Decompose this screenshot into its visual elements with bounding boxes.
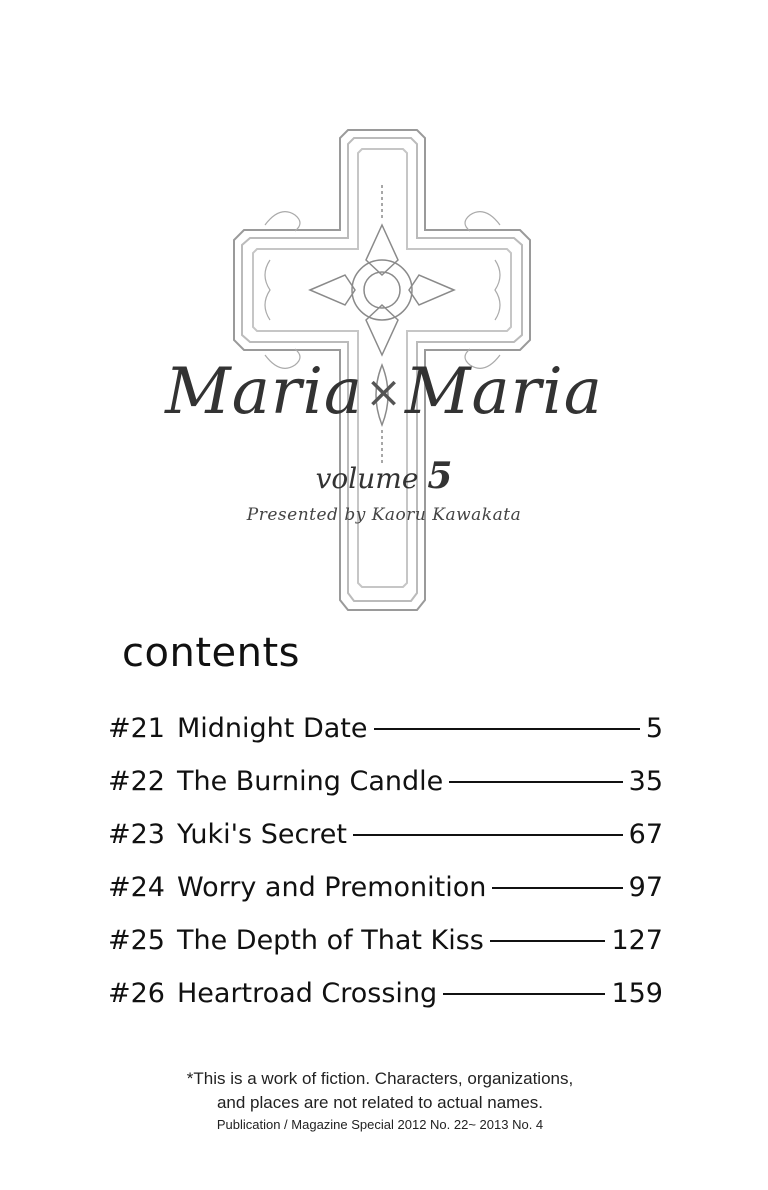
toc-row[interactable]	[108, 755, 663, 808]
contents-heading: contents	[122, 630, 300, 676]
publication-info: Publication / Magazine Special 2012 No. 22~ 2013 No. 4	[216, 1117, 544, 1132]
leader-line	[374, 728, 640, 730]
leader-line	[492, 887, 622, 889]
toc-row[interactable]	[108, 914, 663, 967]
toc-row[interactable]	[108, 861, 663, 914]
chapter-page: 127	[611, 925, 663, 956]
chapter-number: #24	[108, 872, 165, 903]
chapter-title: Midnight Date	[176, 713, 368, 744]
leader-line	[490, 940, 606, 942]
chapter-number: #21	[108, 713, 165, 744]
author-credit: Presented by Kaoru Kawakata	[246, 505, 522, 525]
leader-line	[353, 834, 623, 836]
chapter-number: #23	[108, 819, 165, 850]
table-of-contents	[108, 702, 663, 1020]
chapter-page: 159	[611, 978, 663, 1009]
toc-row[interactable]	[108, 967, 663, 1020]
volume-word: volume	[315, 462, 419, 495]
leader-line	[449, 781, 622, 783]
volume-number: 5	[427, 455, 453, 497]
chapter-number: #26	[108, 978, 165, 1009]
leader-line	[443, 993, 605, 995]
disclaimer-line-2: and places are not related to actual names.	[216, 1093, 544, 1112]
title-separator: ×	[365, 367, 403, 418]
chapter-page: 35	[628, 766, 663, 797]
chapter-title: Worry and Premonition	[176, 872, 487, 903]
title-right: Maria	[404, 355, 603, 429]
chapter-title: The Depth of That Kiss	[176, 925, 484, 956]
chapter-number: #22	[108, 766, 165, 797]
toc-row[interactable]	[108, 702, 663, 755]
chapter-title: The Burning Candle	[176, 766, 444, 797]
chapter-page: 67	[628, 819, 663, 850]
chapter-page: 97	[628, 872, 663, 903]
chapter-title: Heartroad Crossing	[176, 978, 438, 1009]
book-title	[110, 355, 658, 429]
chapter-title: Yuki's Secret	[176, 819, 347, 850]
title-left: Maria	[165, 355, 364, 429]
fiction-disclaimer	[0, 1067, 760, 1115]
toc-row[interactable]	[108, 808, 663, 861]
disclaimer-line-1: *This is a work of fiction. Characters, organizations,	[186, 1069, 574, 1088]
volume-label	[0, 455, 768, 497]
chapter-number: #25	[108, 925, 165, 956]
chapter-page: 5	[645, 713, 663, 744]
